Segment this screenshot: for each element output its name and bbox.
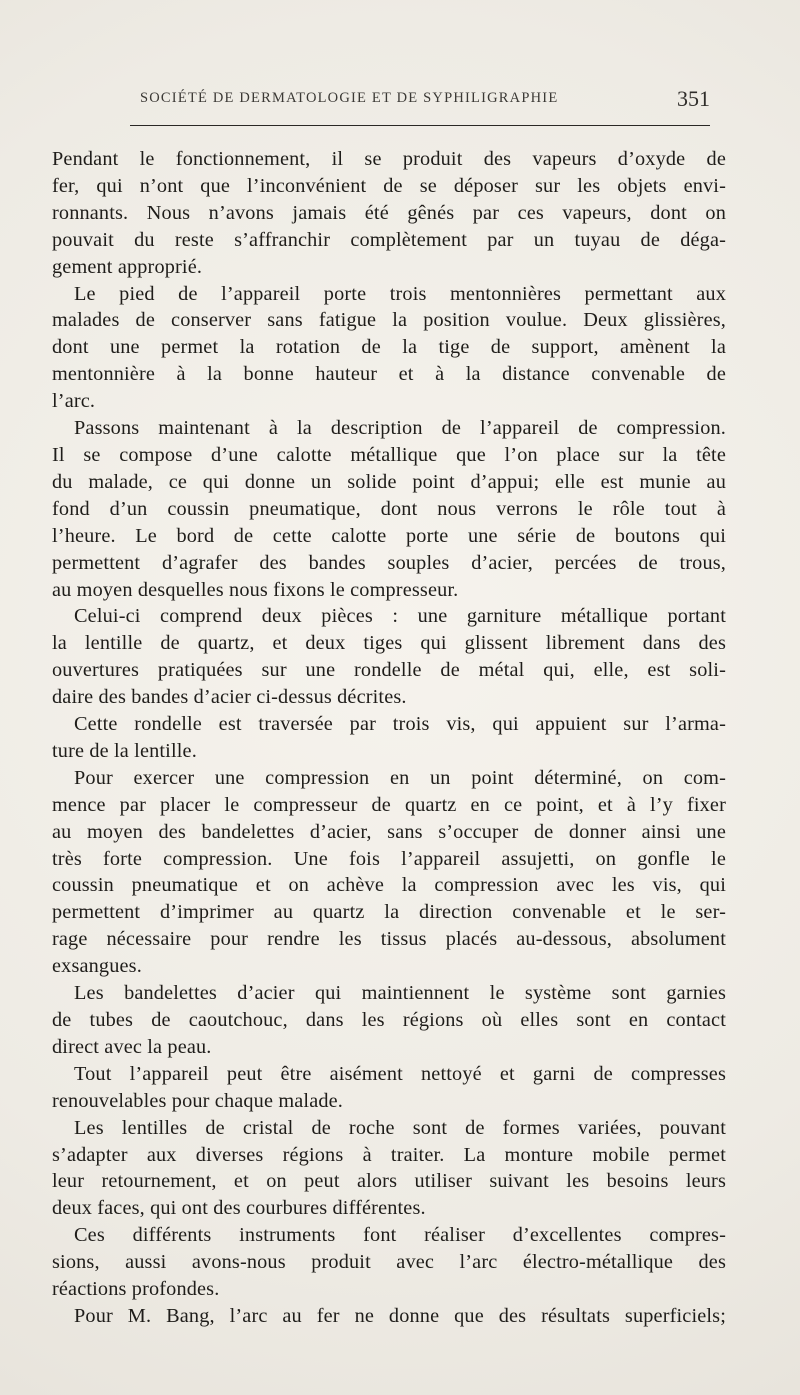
text-line: s’adapter aux diverses régions à traiter. La monture mobile permet <box>52 1143 726 1166</box>
header-rule <box>130 125 710 126</box>
text-line: Le pied de l’appareil porte trois mentonnières permettant aux <box>74 282 726 305</box>
text-line: du malade, ce qui donne un solide point d’appui; elle est munie au <box>52 470 726 493</box>
page-header <box>140 88 710 114</box>
text-line: ture de la lentille. <box>52 739 197 762</box>
text-line: gement approprié. <box>52 255 203 278</box>
text-line: permettent d’agrafer des bandes souples d’acier, percées de trous, <box>52 551 726 574</box>
page-number: 351 <box>677 86 710 111</box>
text-line: malades de conserver sans fatigue la position voulue. Deux glissières, <box>52 309 726 332</box>
text-line: fer, qui n’ont que l’inconvénient de se déposer sur les objets envi- <box>52 174 726 197</box>
text-line: Pour M. Bang, l’arc au fer ne donne que des résultats superficiels; <box>74 1304 726 1327</box>
text-line: dont une permet la rotation de la tige de support, amènent la <box>52 336 726 359</box>
text-line: fond d’un coussin pneumatique, dont nous verrons le rôle tout à <box>52 497 726 520</box>
text-line: Les lentilles de cristal de roche sont de formes variées, pouvant <box>74 1116 726 1139</box>
text-line: renouvelables pour chaque malade. <box>52 1089 344 1112</box>
text-line: daire des bandes d’acier ci-dessus décrites. <box>52 686 407 709</box>
text-line: Pour exercer une compression en un point déterminé, on com- <box>74 766 726 789</box>
text-line: mence par placer le compresseur de quartz en ce point, et à l’y fixer <box>52 793 726 816</box>
text-line: au moyen des bandelettes d’acier, sans s’occuper de donner ainsi une <box>52 820 726 843</box>
text-line: mentonnière à la bonne hauteur et à la distance convenable de <box>52 363 726 386</box>
text-line: ouvertures pratiquées sur une rondelle de métal qui, elle, est soli- <box>52 659 726 682</box>
text-line: au moyen desquelles nous fixons le compresseur. <box>52 578 459 601</box>
text-line: permettent d’imprimer au quartz la direction convenable et le ser- <box>52 901 726 924</box>
text-line: l’heure. Le bord de cette calotte porte une série de boutons qui <box>52 524 726 547</box>
text-line: leur retournement, et on peut alors utiliser suivant les besoins leurs <box>52 1170 726 1193</box>
text-line: très forte compression. Une fois l’appareil assujetti, on gonfle le <box>52 847 726 870</box>
text-line: Celui-ci comprend deux pièces : une garniture métallique portant <box>74 605 726 628</box>
text-line: ronnants. Nous n’avons jamais été gênés par ces vapeurs, dont on <box>52 201 726 224</box>
text-line: pouvait du reste s’affranchir complètement par un tuyau de déga- <box>52 228 726 251</box>
text-line: exsangues. <box>52 955 142 978</box>
text-line: Ces différents instruments font réaliser d’excellentes compres- <box>74 1224 726 1247</box>
text-line: direct avec la peau. <box>52 1035 212 1058</box>
text-line: coussin pneumatique et on achève la compression avec les vis, qui <box>52 874 726 897</box>
text-line: de tubes de caoutchouc, dans les régions où elles sont en contact <box>52 1009 726 1031</box>
text-line: Il se compose d’une calotte métallique que l’on place sur la tête <box>52 443 726 466</box>
text-line: réactions profondes. <box>52 1278 220 1301</box>
text-line: sions, aussi avons-nous produit avec l’arc électro-métallique des <box>52 1251 726 1274</box>
text-line: la lentille de quartz, et deux tiges qui glissent librement dans des <box>52 632 726 655</box>
body-text <box>52 146 726 1330</box>
text-line: Passons maintenant à la description de l’appareil de compression. <box>74 417 726 440</box>
text-line: Cette rondelle est traversée par trois vis, qui appuient sur l’arma- <box>74 713 726 736</box>
running-title: SOCIÉTÉ DE DERMATOLOGIE ET DE SYPHILIGRAPHIE <box>140 90 559 106</box>
text-line: deux faces, qui ont des courbures différentes. <box>52 1197 426 1220</box>
text-line: rage nécessaire pour rendre les tissus placés au-dessous, absolument <box>52 928 726 951</box>
text-line: Pendant le fonctionnement, il se produit des vapeurs d’oxyde de <box>52 148 726 170</box>
text-line: Tout l’appareil peut être aisément nettoyé et garni de compresses <box>74 1062 726 1085</box>
text-line: l’arc. <box>52 390 96 413</box>
text-line: Les bandelettes d’acier qui maintiennent le système sont garnies <box>74 982 726 1005</box>
